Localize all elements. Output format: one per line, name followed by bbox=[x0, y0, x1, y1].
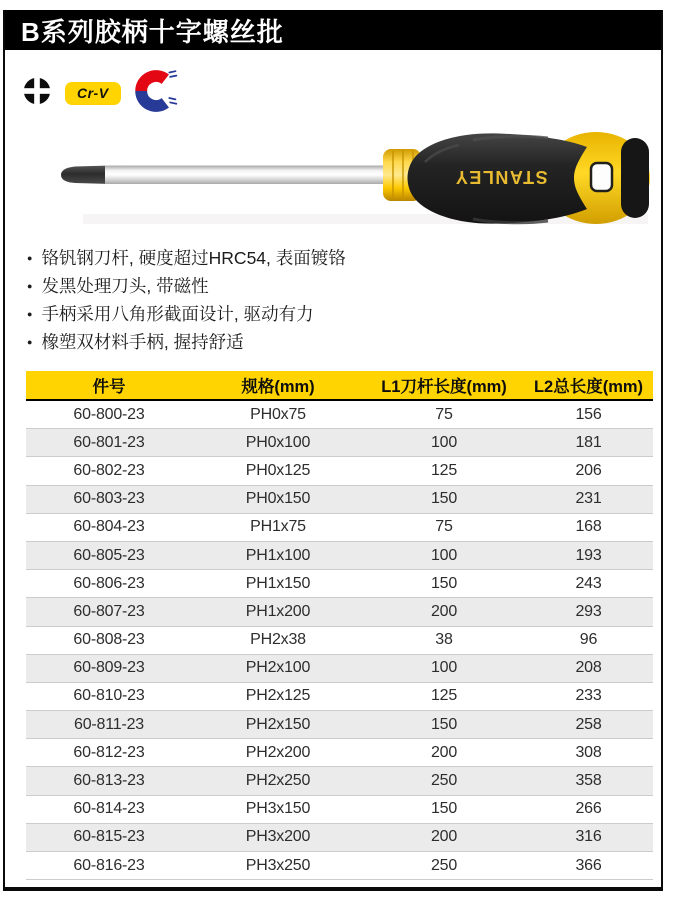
table-cell: 200 bbox=[364, 739, 524, 767]
table-cell: PH0x75 bbox=[192, 400, 364, 429]
table-row bbox=[26, 767, 653, 795]
table-cell: 60-812-23 bbox=[26, 739, 192, 767]
table-row bbox=[26, 429, 653, 457]
table-cell: 38 bbox=[364, 626, 524, 654]
table-cell: 60-816-23 bbox=[26, 852, 192, 880]
spec-table-body bbox=[26, 400, 653, 880]
table-cell: 266 bbox=[524, 795, 653, 823]
spec-table bbox=[26, 371, 653, 880]
catalog-page bbox=[3, 10, 663, 891]
table-cell: PH2x100 bbox=[192, 654, 364, 682]
table-row bbox=[26, 400, 653, 429]
table-cell: 75 bbox=[364, 400, 524, 429]
table-cell: 60-809-23 bbox=[26, 654, 192, 682]
feature-item: ● 橡塑双材料手柄, 握持舒适 bbox=[27, 328, 346, 356]
brand-text: STANLEY bbox=[454, 167, 548, 187]
table-cell: 231 bbox=[524, 485, 653, 513]
table-cell: 316 bbox=[524, 823, 653, 851]
table-cell: 60-810-23 bbox=[26, 682, 192, 710]
table-cell: 243 bbox=[524, 570, 653, 598]
table-cell: 100 bbox=[364, 654, 524, 682]
table-cell: 168 bbox=[524, 513, 653, 541]
table-cell: 60-811-23 bbox=[26, 711, 192, 739]
table-cell: 150 bbox=[364, 711, 524, 739]
table-cell: 293 bbox=[524, 598, 653, 626]
table-row bbox=[26, 485, 653, 513]
column-header-part-number: 件号 bbox=[26, 371, 192, 400]
table-row bbox=[26, 626, 653, 654]
feature-item: ● 手柄采用八角形截面设计, 驱动有力 bbox=[27, 300, 346, 328]
table-cell: 60-814-23 bbox=[26, 795, 192, 823]
table-cell: 200 bbox=[364, 823, 524, 851]
table-row bbox=[26, 570, 653, 598]
table-cell: PH2x150 bbox=[192, 711, 364, 739]
table-row bbox=[26, 739, 653, 767]
table-cell: PH3x150 bbox=[192, 795, 364, 823]
table-row bbox=[26, 852, 653, 880]
table-cell: PH1x100 bbox=[192, 541, 364, 569]
table-cell: 206 bbox=[524, 457, 653, 485]
table-cell: PH2x125 bbox=[192, 682, 364, 710]
table-cell: 60-803-23 bbox=[26, 485, 192, 513]
table-cell: 150 bbox=[364, 795, 524, 823]
table-cell: 258 bbox=[524, 711, 653, 739]
table-cell: 75 bbox=[364, 513, 524, 541]
table-cell: PH2x200 bbox=[192, 739, 364, 767]
table-cell: 200 bbox=[364, 598, 524, 626]
table-row bbox=[26, 711, 653, 739]
feature-list bbox=[27, 244, 346, 356]
table-cell: PH1x200 bbox=[192, 598, 364, 626]
page-title: B系列胶柄十字螺丝批 bbox=[21, 16, 284, 47]
table-cell: 60-802-23 bbox=[26, 457, 192, 485]
column-header-l2-length: L2总长度(mm) bbox=[524, 371, 653, 400]
table-cell: 156 bbox=[524, 400, 653, 429]
table-cell: 60-804-23 bbox=[26, 513, 192, 541]
product-photo bbox=[53, 128, 653, 232]
table-row bbox=[26, 598, 653, 626]
table-cell: 60-815-23 bbox=[26, 823, 192, 851]
table-row bbox=[26, 513, 653, 541]
table-row bbox=[26, 541, 653, 569]
table-cell: 60-813-23 bbox=[26, 767, 192, 795]
page-title-bar bbox=[5, 10, 661, 50]
table-cell: PH0x125 bbox=[192, 457, 364, 485]
table-cell: 60-808-23 bbox=[26, 626, 192, 654]
table-cell: 250 bbox=[364, 767, 524, 795]
table-cell: PH1x75 bbox=[192, 513, 364, 541]
table-cell: 366 bbox=[524, 852, 653, 880]
table-cell: 233 bbox=[524, 682, 653, 710]
table-cell: PH3x250 bbox=[192, 852, 364, 880]
table-cell: 60-806-23 bbox=[26, 570, 192, 598]
table-cell: PH0x100 bbox=[192, 429, 364, 457]
table-cell: 181 bbox=[524, 429, 653, 457]
table-cell: 308 bbox=[524, 739, 653, 767]
table-cell: 96 bbox=[524, 626, 653, 654]
phillips-cross-icon bbox=[22, 76, 52, 111]
table-cell: 125 bbox=[364, 682, 524, 710]
table-cell: PH2x38 bbox=[192, 626, 364, 654]
magnet-icon bbox=[134, 69, 180, 118]
table-cell: 100 bbox=[364, 429, 524, 457]
table-cell: 208 bbox=[524, 654, 653, 682]
table-cell: 100 bbox=[364, 541, 524, 569]
table-cell: 250 bbox=[364, 852, 524, 880]
crv-badge: Cr-V bbox=[65, 82, 121, 105]
column-header-spec: 规格(mm) bbox=[192, 371, 364, 400]
table-cell: 358 bbox=[524, 767, 653, 795]
table-cell: PH0x150 bbox=[192, 485, 364, 513]
column-header-l1-length: L1刀杆长度(mm) bbox=[364, 371, 524, 400]
table-cell: 150 bbox=[364, 570, 524, 598]
table-cell: PH2x250 bbox=[192, 767, 364, 795]
table-cell: PH3x200 bbox=[192, 823, 364, 851]
table-cell: 150 bbox=[364, 485, 524, 513]
table-cell: 60-800-23 bbox=[26, 400, 192, 429]
table-cell: PH1x150 bbox=[192, 570, 364, 598]
table-cell: 60-801-23 bbox=[26, 429, 192, 457]
attribute-icons-row bbox=[22, 70, 180, 116]
table-row bbox=[26, 654, 653, 682]
feature-item: ● 铬钒钢刀杆, 硬度超过HRC54, 表面镀铬 bbox=[27, 244, 346, 272]
table-row bbox=[26, 457, 653, 485]
table-cell: 60-805-23 bbox=[26, 541, 192, 569]
table-row bbox=[26, 823, 653, 851]
table-row bbox=[26, 682, 653, 710]
table-header-row bbox=[26, 371, 653, 400]
table-cell: 193 bbox=[524, 541, 653, 569]
table-cell: 60-807-23 bbox=[26, 598, 192, 626]
feature-item: ● 发黑处理刀头, 带磁性 bbox=[27, 272, 346, 300]
table-cell: 125 bbox=[364, 457, 524, 485]
table-row bbox=[26, 795, 653, 823]
